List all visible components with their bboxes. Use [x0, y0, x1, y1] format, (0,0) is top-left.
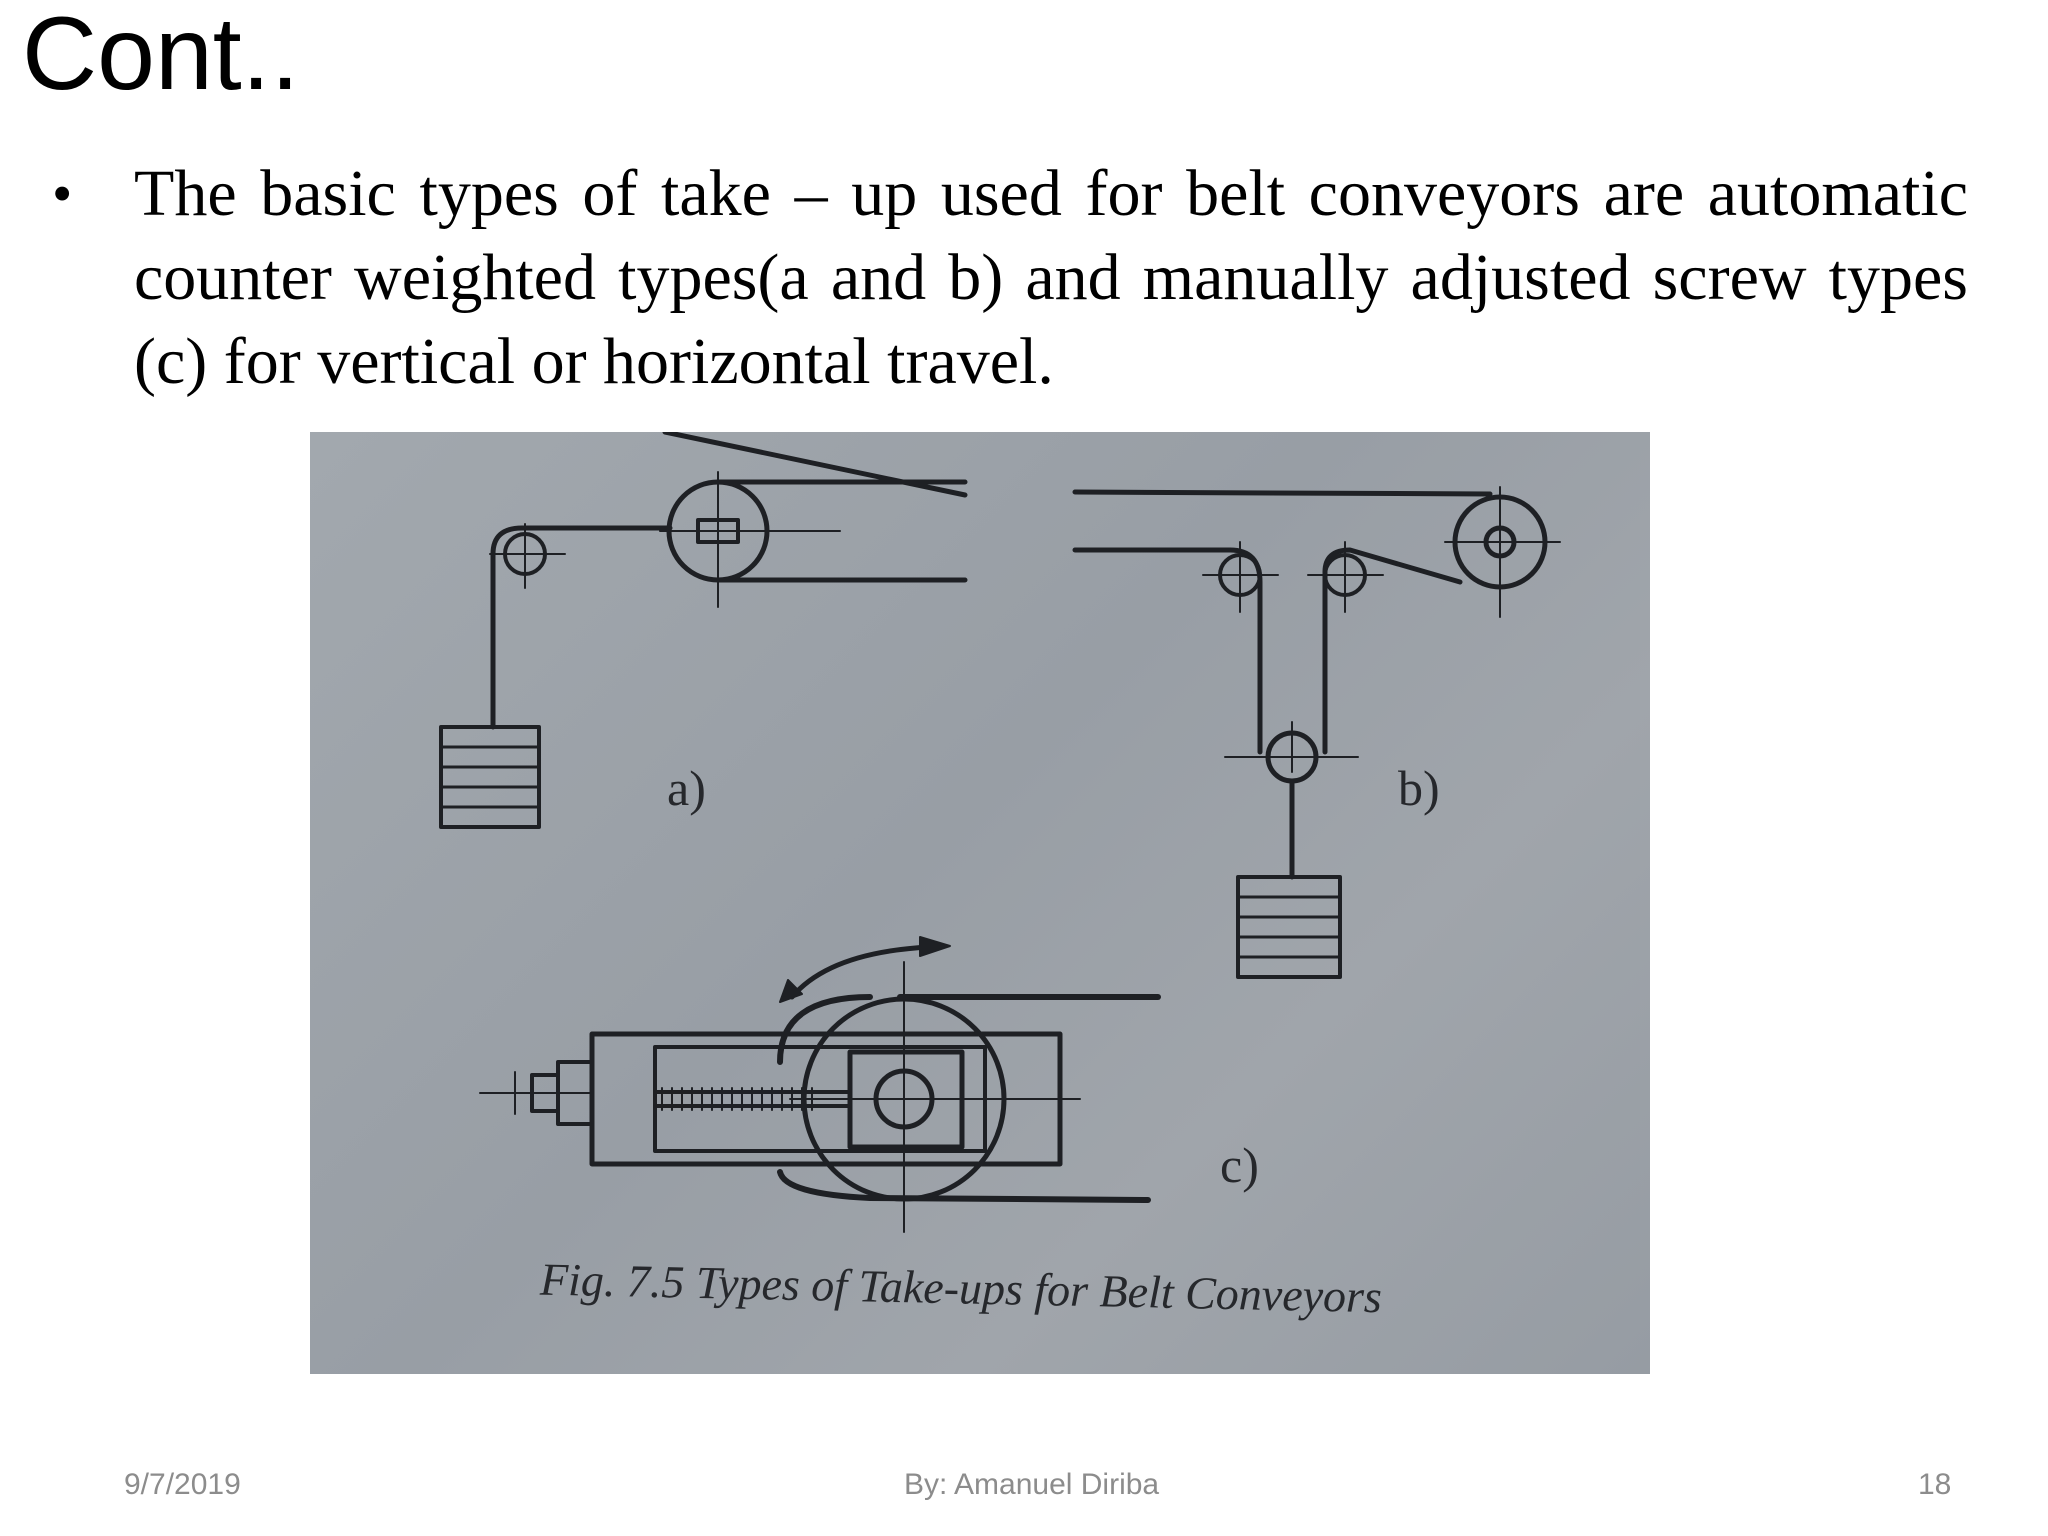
bullet-text: The basic types of take – up used for belt conveyors are automatic counter weighted types(a and b) and manually adjusted screw types (c) for vertical or horizontal travel.: [134, 157, 1968, 398]
bullet-marker: •: [52, 161, 73, 226]
footer-page-number: 18: [1918, 1468, 1952, 1501]
footer-author: By: Amanuel Diriba: [904, 1468, 1160, 1501]
counterweight-b: [1238, 877, 1340, 977]
label-b: b): [1398, 760, 1440, 816]
figure-caption: Fig. 7.5 Types of Take-ups for Belt Conveyors: [539, 1253, 1383, 1323]
diagram-b: [1075, 487, 1560, 977]
slide-title: Cont..: [22, 0, 300, 112]
counterweight-a: [441, 727, 539, 827]
take-up-figure: [310, 432, 1650, 1374]
footer-date: 9/7/2019: [124, 1468, 241, 1501]
label-a: a): [667, 760, 706, 816]
belt-a-top: [665, 432, 965, 495]
label-c: c): [1220, 1137, 1259, 1193]
diagram-c: [480, 937, 1158, 1232]
take-up-diagram: [310, 432, 1650, 1374]
